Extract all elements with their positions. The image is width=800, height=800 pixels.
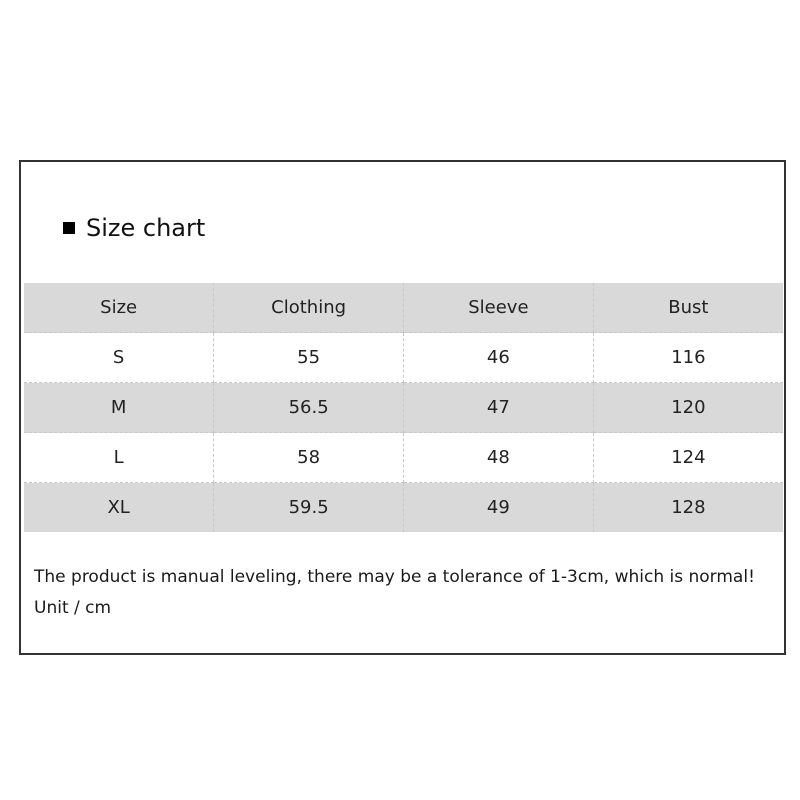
header-sleeve: Sleeve: [404, 283, 594, 333]
cell-bust: 120: [593, 383, 783, 433]
size-chart-frame: [19, 160, 786, 655]
cell-clothing: 59.5: [214, 483, 404, 533]
header-size: Size: [24, 283, 214, 333]
table-row: [24, 333, 783, 383]
cell-sleeve: 46: [404, 333, 594, 383]
table-row: [24, 433, 783, 483]
cell-clothing: 55: [214, 333, 404, 383]
cell-bust: 124: [593, 433, 783, 483]
cell-sleeve: 48: [404, 433, 594, 483]
tolerance-note: The product is manual leveling, there may be a tolerance of 1-3cm, which is normal! Unit / cm: [34, 567, 755, 618]
cell-clothing: 58: [214, 433, 404, 483]
cell-sleeve: 49: [404, 483, 594, 533]
size-chart-heading: [63, 214, 205, 242]
cell-clothing: 56.5: [214, 383, 404, 433]
cell-bust: 128: [593, 483, 783, 533]
header-clothing: Clothing: [214, 283, 404, 333]
size-table: [24, 283, 783, 532]
cell-size: XL: [24, 483, 214, 533]
cell-size: M: [24, 383, 214, 433]
size-chart-title: Size chart: [86, 214, 206, 242]
square-bullet-icon: [63, 222, 75, 234]
cell-bust: 116: [593, 333, 783, 383]
cell-size: S: [24, 333, 214, 383]
header-bust: Bust: [593, 283, 783, 333]
cell-size: L: [24, 433, 214, 483]
table-header-row: [24, 283, 783, 333]
table-row: [24, 383, 783, 433]
cell-sleeve: 47: [404, 383, 594, 433]
table-row: [24, 483, 783, 533]
